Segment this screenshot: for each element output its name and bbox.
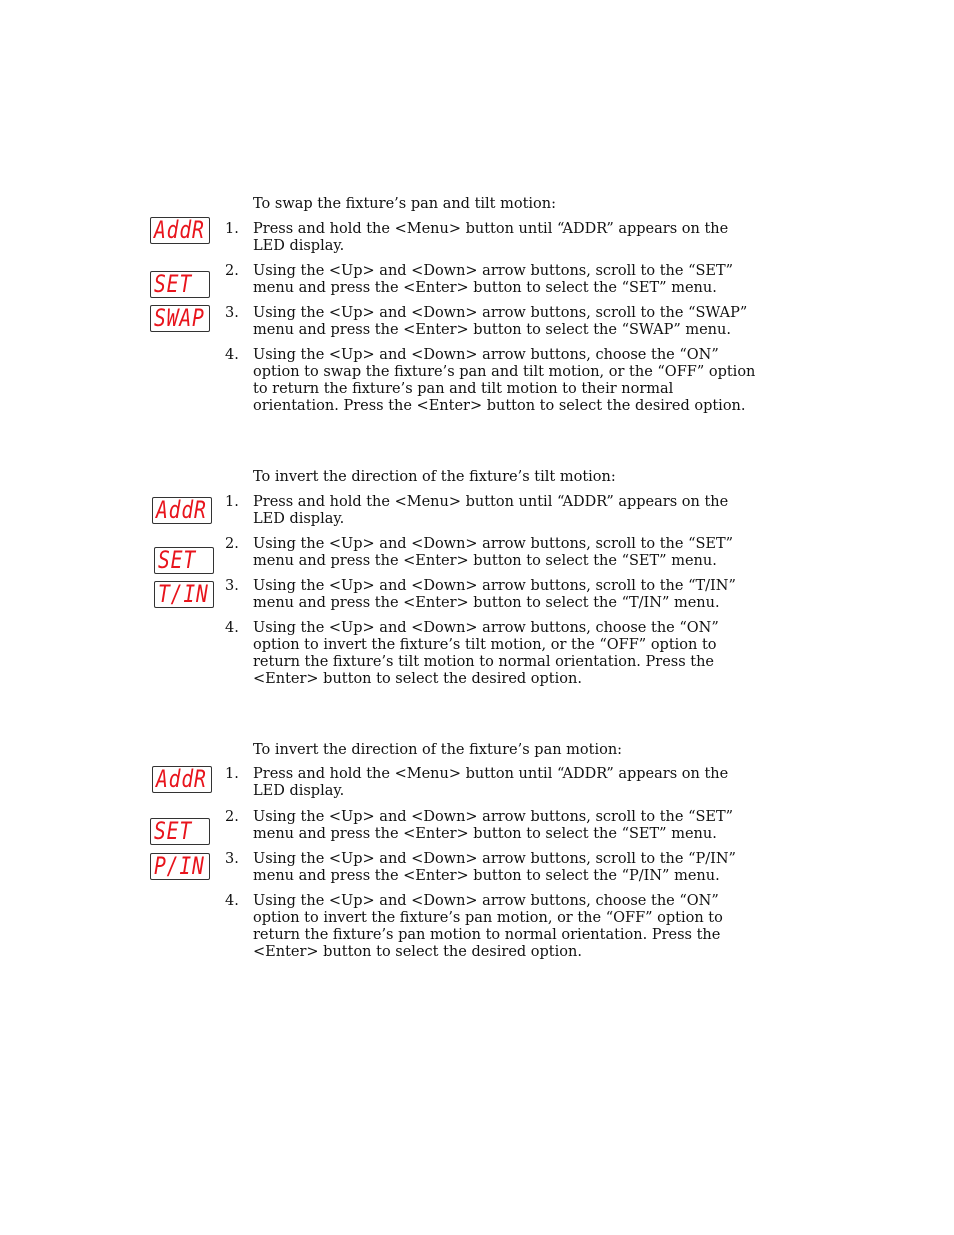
step-number: 3.	[225, 578, 239, 594]
step-number: 1.	[225, 766, 239, 782]
step-number: 3.	[225, 305, 239, 321]
led-display-addr: AddR	[150, 217, 210, 244]
step-text: Using the <Up> and <Down> arrow buttons, choose the “ON” option to swap the fixture’s pan and tilt motion, or the “OFF” option to return the fixture’s pan and tilt motion to their normal orientation. Press the <Enter> button to select the desired option.	[253, 347, 756, 414]
step-number: 2.	[225, 263, 239, 279]
led-display-addr: AddR	[152, 766, 212, 793]
step-text: Using the <Up> and <Down> arrow buttons, scroll to the “P/IN” menu and press the <Enter> button to select the “P/IN” menu.	[253, 851, 736, 884]
step-number: 2.	[225, 809, 239, 825]
step-text: Using the <Up> and <Down> arrow buttons, choose the “ON” option to invert the fixture’s pan motion, or the “OFF” option to return the fixture’s pan motion to normal orientation. Press the <Enter> button to select the desired option.	[253, 893, 723, 960]
step-text: Using the <Up> and <Down> arrow buttons, scroll to the “T/IN” menu and press the <Enter> button to select the “T/IN” menu.	[253, 578, 736, 611]
step-number: 1.	[225, 221, 239, 237]
section-intro: To invert the direction of the fixture’s pan motion:	[253, 742, 623, 758]
led-display-t-in: T/IN	[154, 581, 214, 608]
led-display-set: SET	[154, 547, 214, 574]
step-number: 4.	[225, 893, 239, 909]
step-number: 4.	[225, 347, 239, 363]
led-display-set: SET	[150, 818, 210, 845]
step-number: 2.	[225, 536, 239, 552]
step-text: Press and hold the <Menu> button until “ADDR” appears on the LED display.	[253, 221, 729, 254]
led-display-p-in: P/IN	[150, 853, 210, 880]
step-number: 3.	[225, 851, 239, 867]
step-number: 1.	[225, 494, 239, 510]
led-display-swap: SWAP	[150, 305, 210, 332]
section-intro: To swap the fixture’s pan and tilt motion:	[253, 196, 556, 212]
step-number: 4.	[225, 620, 239, 636]
step-text: Using the <Up> and <Down> arrow buttons, scroll to the “SET” menu and press the <Enter> button to select the “SET” menu.	[253, 263, 734, 296]
section-intro: To invert the direction of the fixture’s tilt motion:	[253, 469, 616, 485]
step-text: Press and hold the <Menu> button until “ADDR” appears on the LED display.	[253, 766, 729, 799]
step-text: Using the <Up> and <Down> arrow buttons, scroll to the “SET” menu and press the <Enter> button to select the “SET” menu.	[253, 536, 734, 569]
step-text: Press and hold the <Menu> button until “ADDR” appears on the LED display.	[253, 494, 729, 527]
step-text: Using the <Up> and <Down> arrow buttons, scroll to the “SET” menu and press the <Enter> button to select the “SET” menu.	[253, 809, 734, 842]
led-display-set: SET	[150, 271, 210, 298]
step-text: Using the <Up> and <Down> arrow buttons, scroll to the “SWAP” menu and press the <Enter> button to select the “SWAP” menu.	[253, 305, 748, 338]
step-text: Using the <Up> and <Down> arrow buttons, choose the “ON” option to invert the fixture’s tilt motion, or the “OFF” option to return the fixture’s tilt motion to normal orientation. Press the <Enter> button to select the desired option.	[253, 620, 719, 687]
led-display-addr: AddR	[152, 497, 212, 524]
